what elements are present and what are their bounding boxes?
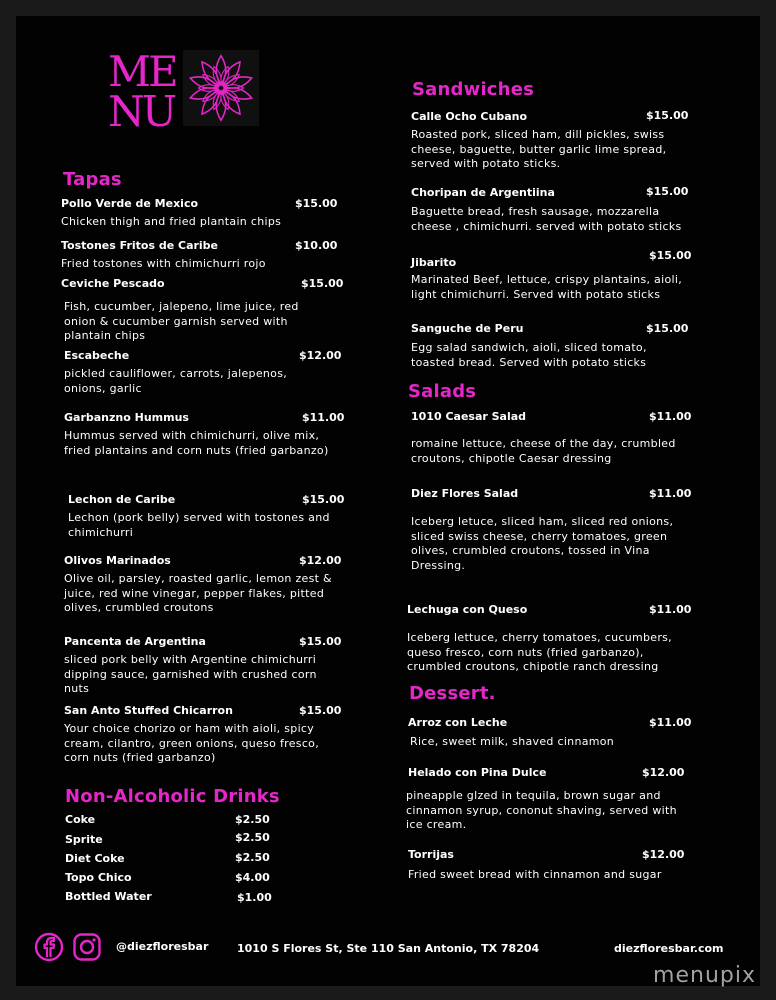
- item-description: sliced pork belly with Argentine chimichurri dipping sauce, garnished with crushed corn nuts: [64, 653, 317, 696]
- item-price: $15.00: [646, 109, 689, 122]
- item-name: Sanguche de Peru: [411, 322, 524, 335]
- drink-name: Diet Coke: [65, 852, 125, 865]
- item-name: Jibarito: [411, 256, 457, 269]
- item-price: $11.00: [302, 411, 345, 424]
- section-title-dessert: Dessert.: [409, 683, 496, 704]
- item-description: Fried sweet bread with cinnamon and sugar: [408, 868, 662, 881]
- flower-icon: [183, 50, 259, 126]
- item-description: Lechon (pork belly) served with tostones and chimichurri: [68, 511, 330, 539]
- item-price: $15.00: [646, 185, 689, 198]
- item-name: Pollo Verde de Mexico: [61, 197, 199, 210]
- drink-price: $2.50: [235, 831, 270, 844]
- section-title-tapas: Tapas: [63, 169, 122, 190]
- item-price: $12.00: [642, 766, 685, 779]
- item-description: Your choice chorizo or ham with aioli, spicy cream, cilantro, green onions, queso fresco, corn nuts (fried garbanzo): [64, 722, 319, 765]
- drink-price: $2.50: [235, 851, 270, 864]
- item-price: $12.00: [299, 349, 342, 362]
- item-price: $15.00: [299, 704, 342, 717]
- item-description: Roasted pork, sliced ham, dill pickles, swiss cheese, baguette, butter garlic lime spread, served with potato sticks.: [411, 128, 667, 171]
- item-description: Egg salad sandwich, aioli, sliced tomato, toasted bread. Served with potato sticks: [411, 341, 647, 369]
- item-description: Iceberg letuce, sliced ham, sliced red onions, sliced swiss cheese, cherry tomatoes, green olives, crumbled croutons, tossed in Vina Dressing.: [411, 515, 674, 572]
- item-description: Chicken thigh and fried plantain chips: [61, 215, 282, 228]
- item-name: Diez Flores Salad: [411, 487, 519, 500]
- drink-price: $1.00: [237, 891, 272, 904]
- website-link[interactable]: diezfloresbar.com: [614, 942, 724, 955]
- address: 1010 S Flores St, Ste 110 San Antonio, TX 78204: [237, 942, 540, 955]
- item-price: $15.00: [295, 197, 338, 210]
- item-price: $10.00: [295, 239, 338, 252]
- item-name: Pancenta de Argentina: [64, 635, 206, 648]
- social-handle[interactable]: @diezfloresbar: [116, 940, 209, 953]
- item-price: $15.00: [302, 493, 345, 506]
- section-title-drinks: Non-Alcoholic Drinks: [65, 786, 280, 807]
- instagram-icon[interactable]: [72, 932, 102, 962]
- item-price: $15.00: [649, 249, 692, 262]
- drink-name: Coke: [65, 813, 96, 826]
- item-name: 1010 Caesar Salad: [411, 410, 527, 423]
- item-price: $15.00: [301, 277, 344, 290]
- section-title-salads: Salads: [408, 381, 477, 402]
- item-price: $12.00: [299, 554, 342, 567]
- item-name: Olivos Marinados: [64, 554, 171, 567]
- drink-price: $4.00: [235, 871, 270, 884]
- item-name: Escabeche: [64, 349, 130, 362]
- item-price: $11.00: [649, 487, 692, 500]
- item-description: pickled cauliflower, carrots, jalepenos, onions, garlic: [64, 367, 288, 395]
- logo-wordmark: [108, 47, 176, 136]
- item-name: Tostones Fritos de Caribe: [61, 239, 219, 252]
- item-name: Helado con Pina Dulce: [408, 766, 547, 779]
- item-name: Garbanzno Hummus: [64, 411, 189, 424]
- item-name: San Anto Stuffed Chicarron: [64, 704, 233, 717]
- section-title-sandwiches: Sandwiches: [412, 79, 535, 100]
- item-name: Lechuga con Queso: [407, 603, 528, 616]
- item-description: Iceberg lettuce, cherry tomatoes, cucumbers, queso fresco, corn nuts (fried garbanzo), crumbled croutons, chipotle ranch dressing: [407, 631, 672, 674]
- facebook-icon[interactable]: [34, 932, 64, 962]
- item-description: pineapple glzed in tequila, brown sugar and cinnamon syrup, cononut shaving, served with ice cream.: [406, 789, 677, 832]
- logo-line-1: ME: [108, 47, 176, 96]
- item-name: Ceviche Pescado: [61, 277, 165, 290]
- item-description: Fried tostones with chimichurri rojo: [61, 257, 266, 270]
- drink-name: Bottled Water: [65, 890, 152, 903]
- drink-name: Topo Chico: [65, 871, 132, 884]
- item-description: Rice, sweet milk, shaved cinnamon: [410, 735, 615, 748]
- logo-line-2: NU: [108, 87, 175, 136]
- item-price: $12.00: [642, 848, 685, 861]
- item-description: Olive oil, parsley, roasted garlic, lemon zest & juice, red wine vinegar, pepper flakes, pitted olives, crumbled croutons: [64, 572, 332, 615]
- item-price: $11.00: [649, 410, 692, 423]
- item-name: Lechon de Caribe: [68, 493, 176, 506]
- item-description: Baguette bread, fresh sausage, mozzarella cheese , chimichurri. served with potato sticks: [411, 205, 682, 233]
- watermark: menupix: [653, 963, 756, 988]
- item-name: Calle Ocho Cubano: [411, 110, 528, 123]
- item-description: Fish, cucumber, jalepeno, lime juice, red onion & cucumber garnish served with plantain chips: [64, 300, 299, 343]
- item-description: Hummus served with chimichurri, olive mix, fried plantains and corn nuts (fried garbanzo): [64, 429, 329, 457]
- menu-page: [16, 16, 760, 986]
- item-price: $15.00: [299, 635, 342, 648]
- item-description: Marinated Beef, lettuce, crispy plantains, aioli, light chimichurri. Served with potato sticks: [411, 273, 682, 301]
- item-price: $15.00: [646, 322, 689, 335]
- item-name: Choripan de Argentiina: [411, 186, 555, 199]
- drink-name: Sprite: [65, 833, 103, 846]
- item-price: $11.00: [649, 603, 692, 616]
- item-name: Arroz con Leche: [408, 716, 508, 729]
- item-price: $11.00: [649, 716, 692, 729]
- item-name: Torrijas: [408, 848, 454, 861]
- item-description: romaine lettuce, cheese of the day, crumbled croutons, chipotle Caesar dressing: [411, 437, 676, 465]
- drink-price: $2.50: [235, 813, 270, 826]
